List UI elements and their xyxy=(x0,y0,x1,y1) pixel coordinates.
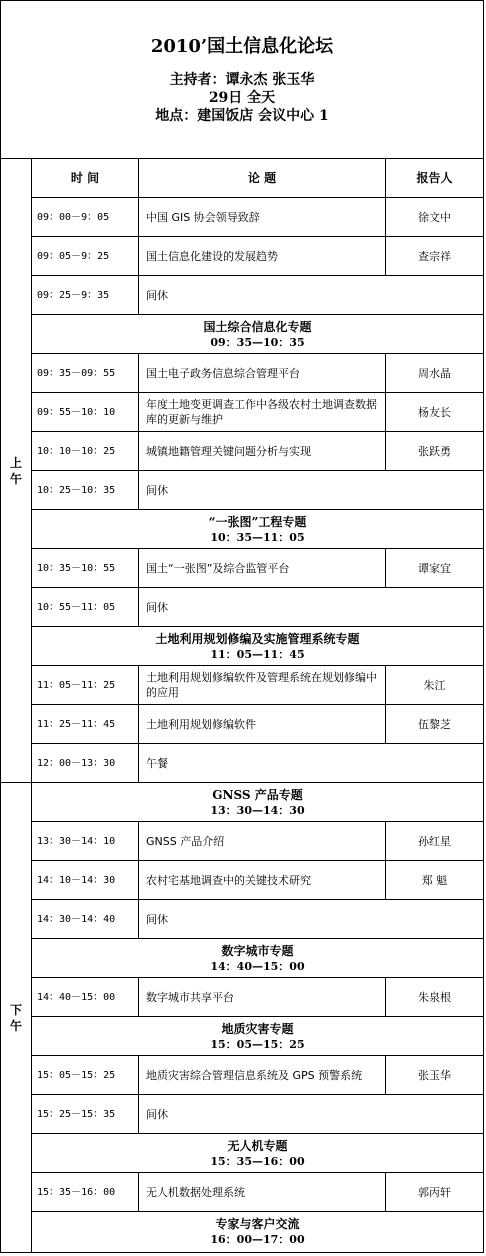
section-time-range: 16：00—17：00 xyxy=(210,1233,305,1246)
section-title: 地质灾害专题 xyxy=(221,1021,294,1036)
time-cell: 15：25－15：35 xyxy=(32,1095,139,1133)
speaker-cell: 郭丙轩 xyxy=(418,1185,451,1199)
time-cell: 10：25－10：35 xyxy=(32,471,139,509)
schedule-grid xyxy=(32,159,483,1251)
schedule-header xyxy=(1,1,483,159)
section-header-row xyxy=(32,1017,483,1056)
date-line: 29日 全天 xyxy=(208,90,276,106)
table-row xyxy=(32,1056,483,1095)
table-row xyxy=(32,822,483,861)
time-cell: 09：00－9：05 xyxy=(32,198,139,236)
time-cell: 09：55－10：10 xyxy=(32,393,139,431)
period-afternoon xyxy=(1,783,32,1252)
table-row xyxy=(32,354,483,393)
section-title: 国土综合信息化专题 xyxy=(203,319,312,334)
section-title: 土地利用规划修编及实施管理系统专题 xyxy=(155,631,360,646)
topic-cell: 国土“一张图”及综合监管平台 xyxy=(139,549,386,587)
time-cell: 10：35－10：55 xyxy=(32,549,139,587)
column-header-speaker: 报告人 xyxy=(416,170,453,185)
speaker-cell: 朱泉根 xyxy=(418,990,451,1004)
section-header-row xyxy=(32,510,483,549)
time-cell: 11：05－11：25 xyxy=(32,666,139,704)
speaker-cell: 周水晶 xyxy=(418,366,451,380)
speaker-cell: 杨友长 xyxy=(418,405,451,419)
section-header-row xyxy=(32,627,483,666)
break-row xyxy=(32,471,483,510)
table-row xyxy=(32,549,483,588)
table-row xyxy=(32,978,483,1017)
speaker-cell: 谭家宜 xyxy=(418,561,451,575)
speaker-cell: 伍黎芝 xyxy=(418,717,451,731)
break-cell: 间休 xyxy=(146,1107,168,1121)
time-cell: 09：05－9：25 xyxy=(32,237,139,275)
page-title: 2010’国土信息化论坛 xyxy=(150,36,334,57)
table-row xyxy=(32,861,483,900)
table-row xyxy=(32,1173,483,1212)
speaker-cell: 郑 魁 xyxy=(421,873,448,887)
speaker-cell: 张跃勇 xyxy=(418,444,451,458)
break-cell: 午餐 xyxy=(146,756,168,770)
topic-cell: 土地利用规划修编软件 xyxy=(139,705,386,743)
break-row xyxy=(32,588,483,627)
time-cell: 11：25－11：45 xyxy=(32,705,139,743)
topic-cell: 城镇地籍管理关键问题分析与实现 xyxy=(139,432,386,470)
time-cell: 10：55－11：05 xyxy=(32,588,139,626)
table-row xyxy=(32,666,483,705)
table-row xyxy=(32,237,483,276)
topic-cell: 年度土地变更调查工作中各级农村土地调查数据库的更新与维护 xyxy=(139,393,386,431)
table-row xyxy=(32,432,483,471)
section-title: 数字城市专题 xyxy=(221,943,294,958)
venue-line: 地点：建国饭店 会议中心 1 xyxy=(155,108,329,124)
topic-cell: 数字城市共享平台 xyxy=(139,978,386,1016)
break-row xyxy=(32,1095,483,1134)
speaker-cell: 朱江 xyxy=(423,678,446,692)
topic-cell: GNSS 产品介绍 xyxy=(139,822,386,860)
section-title: 专家与客户交流 xyxy=(215,1217,300,1231)
period-label-morning: 上 午 xyxy=(9,455,22,486)
schedule-table xyxy=(1,159,483,1252)
section-time-range: 15：05—15：25 xyxy=(210,1037,305,1051)
break-row xyxy=(32,744,483,783)
time-cell: 13：30－14：10 xyxy=(32,822,139,860)
section-title: “一张图”工程专题 xyxy=(208,514,307,529)
section-time-range: 13：30—14：30 xyxy=(210,803,305,817)
break-cell: 间休 xyxy=(146,483,168,497)
host-line: 主持者：谭永杰 张玉华 xyxy=(169,72,315,88)
section-title: GNSS 产品专题 xyxy=(212,787,303,802)
speaker-cell: 查宗祥 xyxy=(418,249,451,263)
speaker-cell: 徐文中 xyxy=(418,210,451,224)
break-cell: 间休 xyxy=(146,600,168,614)
section-title: 无人机专题 xyxy=(227,1138,288,1153)
time-cell: 12：00－13：30 xyxy=(32,744,139,782)
column-header-time: 时 间 xyxy=(32,159,139,197)
period-label-afternoon: 下 午 xyxy=(9,1002,22,1033)
section-time-range: 11：05—11：45 xyxy=(210,647,305,661)
period-morning xyxy=(1,159,32,783)
time-cell: 14：30－14：40 xyxy=(32,900,139,938)
topic-cell: 土地利用规划修编软件及管理系统在规划修编中的应用 xyxy=(139,666,386,704)
time-cell: 14：40－15：00 xyxy=(32,978,139,1016)
break-cell: 间休 xyxy=(146,912,168,926)
section-header-row xyxy=(32,783,483,822)
time-cell: 09：25－9：35 xyxy=(32,276,139,314)
table-row xyxy=(32,198,483,237)
table-row xyxy=(32,393,483,432)
time-cell: 09：35－09：55 xyxy=(32,354,139,392)
section-time-range: 14：40—15：00 xyxy=(210,959,305,973)
section-time-range: 09：35—10：35 xyxy=(210,335,305,349)
speaker-cell: 孙红星 xyxy=(418,834,451,848)
topic-cell: 农村宅基地调查中的关键技术研究 xyxy=(139,861,386,899)
section-time-range: 15：35—16：00 xyxy=(210,1154,305,1168)
column-header-topic: 论 题 xyxy=(139,159,386,197)
section-header-row xyxy=(32,1134,483,1173)
topic-cell: 无人机数据处理系统 xyxy=(139,1173,386,1211)
break-row xyxy=(32,900,483,939)
speaker-cell: 张玉华 xyxy=(418,1068,451,1082)
section-header-row xyxy=(32,939,483,978)
topic-cell: 地质灾害综合管理信息系统及 GPS 预警系统 xyxy=(139,1056,386,1094)
table-row xyxy=(32,705,483,744)
topic-cell: 国土电子政务信息综合管理平台 xyxy=(139,354,386,392)
topic-cell: 国土信息化建设的发展趋势 xyxy=(139,237,386,275)
table-header-row xyxy=(32,159,483,198)
section-header-row xyxy=(32,315,483,354)
topic-cell: 中国 GIS 协会领导致辞 xyxy=(139,198,386,236)
break-cell: 间休 xyxy=(146,288,168,302)
section-header-row xyxy=(32,1212,483,1251)
time-cell: 10：10－10：25 xyxy=(32,432,139,470)
section-time-range: 10：35—11：05 xyxy=(210,530,305,544)
time-cell: 15：35－16：00 xyxy=(32,1173,139,1211)
time-cell: 15：05－15：25 xyxy=(32,1056,139,1094)
time-cell: 14：10－14：30 xyxy=(32,861,139,899)
break-row xyxy=(32,276,483,315)
